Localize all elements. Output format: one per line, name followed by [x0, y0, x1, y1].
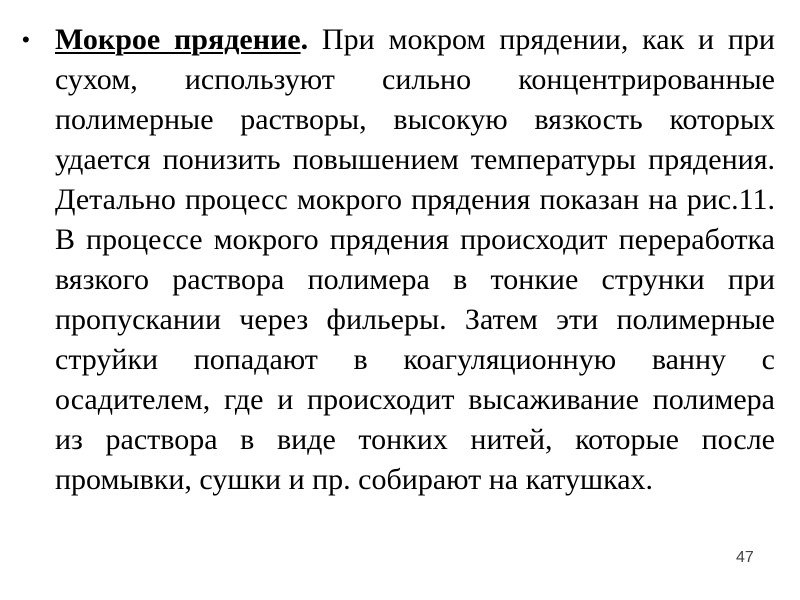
paragraph — [55, 20, 775, 500]
term-period: . — [300, 23, 309, 56]
bullet-marker: • — [22, 27, 30, 52]
term-heading: Мокрое прядение — [55, 23, 301, 56]
paragraph-body: При мокром прядении, как и при сухом, используют сильно концентрированные полимерные растворы, высокую вязкость которых удается понизить повышением температуры прядения. Детально процесс мокрого прядения показан на рис.11. В процессе мокрого прядения происходит переработка вязкого раствора полимера в тонкие струнки при пропускании через фильеры. Затем эти полимерные струйки попадают в коагуляционную ванну с осадителем, где и происходит высаживание полимера из раствора в виде тонких нитей, которые после промывки, сушки и пр. собирают на катушках. — [55, 23, 775, 496]
page-number: 47 — [736, 549, 754, 566]
